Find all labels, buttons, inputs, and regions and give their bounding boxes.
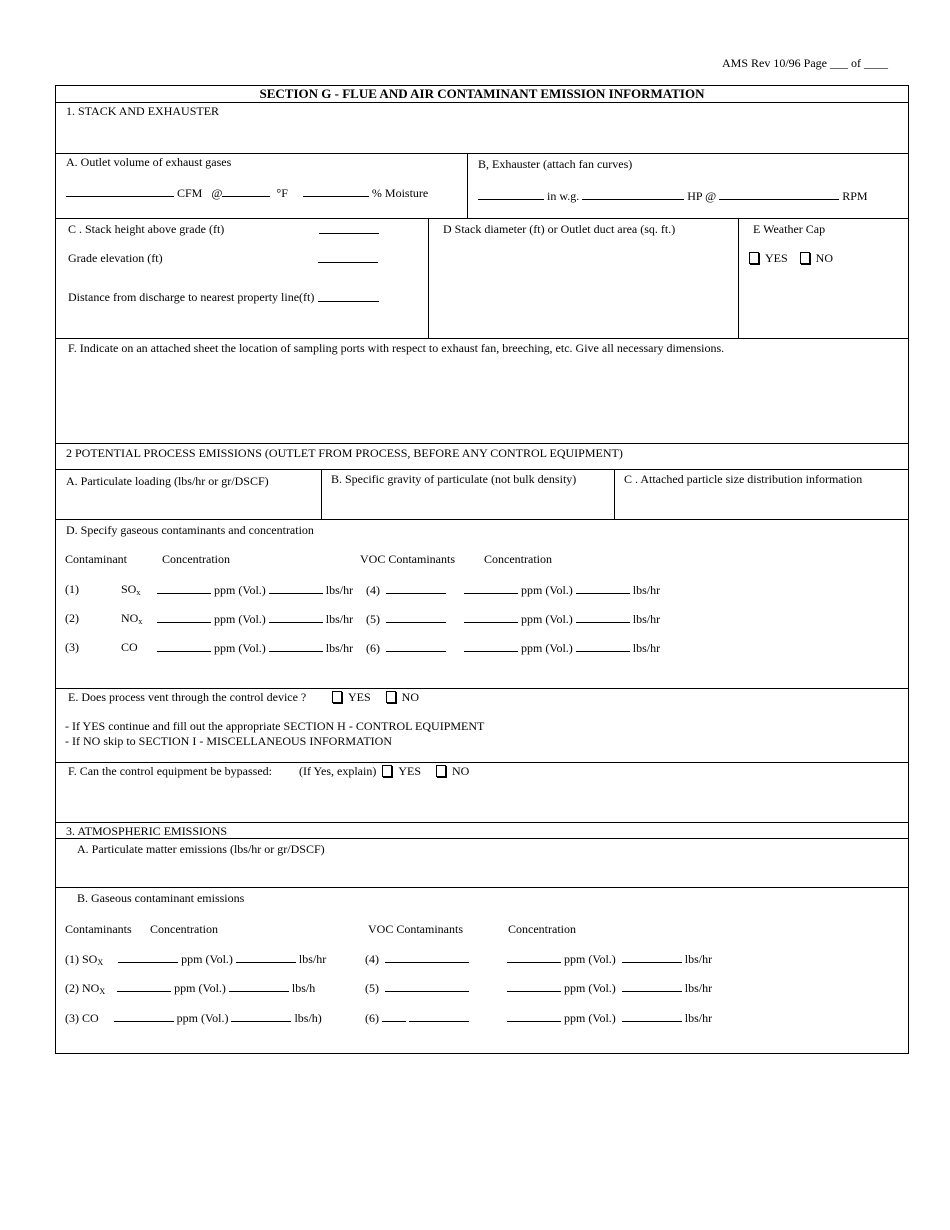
voc-row-values: ppm (Vol.) lbs/hr	[507, 1010, 712, 1025]
moisture-field[interactable]	[303, 185, 369, 197]
table-row: ppm (Vol.) lbs/hr	[157, 611, 353, 626]
exhauster-label: B, Exhauster (attach fan curves)	[478, 157, 633, 171]
outlet-volume-row: CFM @ °F % Moisture	[66, 185, 428, 200]
bypass-question: F. Can the control equipment be bypassed:	[68, 764, 272, 778]
table-row: (2) $NO_X$ ppm (Vol.) lbs/h	[65, 981, 316, 996]
section-title: SECTION G - FLUE AND AIR CONTAMINANT EMISSION INFORMATION	[259, 86, 705, 101]
potential-emissions-heading: 2 POTENTIAL PROCESS EMISSIONS (OUTLET FROM PROCESS, BEFORE ANY CONTROL EQUIPMENT)	[66, 446, 623, 460]
bypass-no-checkbox[interactable]	[436, 765, 446, 777]
col-contaminants: Contaminants	[65, 922, 132, 936]
col-voc-concentration: Concentration	[508, 922, 576, 936]
weather-cap-options: YES NO	[749, 251, 833, 265]
property-distance-label: Distance from discharge to nearest property line(ft)	[68, 290, 315, 304]
gaseous-emissions-label: B. Gaseous contaminant emissions	[77, 891, 245, 905]
col-contaminant: Contaminant	[65, 552, 127, 566]
control-device-note-yes: - If YES continue and fill out the appropriate SECTION H - CONTROL EQUIPMENT	[65, 719, 485, 733]
col-concentration: Concentration	[162, 552, 230, 566]
in-wg-field[interactable]	[478, 188, 544, 200]
cfm-field[interactable]	[66, 185, 174, 197]
row-number: (3)	[65, 640, 79, 654]
voc-row-values: ppm (Vol.) lbs/hr	[507, 980, 712, 995]
table-row: (1) $SO_X$ ppm (Vol.) lbs/hr	[65, 952, 327, 967]
stack-height-field[interactable]	[319, 222, 379, 234]
bypass-yes-checkbox[interactable]	[382, 765, 392, 777]
table-row: ppm (Vol.) lbs/hr	[157, 640, 353, 655]
contaminant-name: $SO_x$	[121, 582, 141, 597]
voc-row: (6) ppm (Vol.) lbs/hr	[366, 641, 661, 655]
table-row: (3) CO ppm (Vol.) lbs/h)	[65, 1011, 322, 1025]
voc-row-values: ppm (Vol.) lbs/hr	[507, 951, 712, 966]
rpm-field[interactable]	[719, 188, 839, 200]
weather-cap-label: E Weather Cap	[753, 222, 826, 236]
control-device-note-no: - If NO skip to SECTION I - MISCELLANEOUS INFORMATION	[65, 734, 392, 748]
property-distance-field[interactable]	[318, 290, 379, 302]
weather-cap-no-checkbox[interactable]	[800, 252, 810, 264]
atmospheric-emissions-heading: 3. ATMOSPHERIC EMISSIONS	[66, 824, 228, 838]
control-device-options: YES NO	[332, 690, 419, 704]
table-row: ppm (Vol.) lbs/hr	[157, 582, 353, 597]
weather-cap-yes-checkbox[interactable]	[749, 252, 759, 264]
stack-diameter-label: D Stack diameter (ft) or Outlet duct area (sq. ft.)	[443, 222, 676, 236]
voc-row: (5) ppm (Vol.) lbs/hr	[366, 612, 661, 626]
row-number: (2)	[65, 611, 79, 625]
control-device-no-checkbox[interactable]	[386, 691, 396, 703]
voc-row: (5)	[365, 980, 469, 995]
page-revision: AMS Rev 10/96 Page ___ of ____	[722, 56, 888, 70]
grade-elevation-field[interactable]	[318, 251, 378, 263]
control-device-question: E. Does process vent through the control device ?	[68, 690, 307, 704]
col-voc-contaminants: VOC Contaminants	[368, 922, 463, 936]
hp-field[interactable]	[582, 188, 684, 200]
row-number: (1)	[65, 582, 79, 596]
stack-exhauster-heading: 1. STACK AND EXHAUSTER	[66, 104, 220, 118]
voc-row: (4)	[365, 951, 469, 966]
specific-gravity-label: B. Specific gravity of particulate (not bulk density)	[331, 472, 577, 486]
particle-size-label: C . Attached particle size distribution information	[624, 472, 863, 486]
particulate-loading-label: A. Particulate loading (lbs/hr or gr/DSCF)	[66, 474, 269, 488]
col-voc-concentration: Concentration	[484, 552, 552, 566]
voc-row: (6)	[365, 1010, 469, 1025]
contaminant-name: CO	[121, 640, 138, 654]
sampling-ports-label: F. Indicate on an attached sheet the location of sampling ports with respect to exhaust fan, breeching, etc. Give all necessary dimensions.	[68, 341, 725, 355]
grade-elevation-label: Grade elevation (ft)	[68, 251, 163, 265]
bypass-options: (If Yes, explain) YES NO	[299, 764, 470, 778]
col-voc-contaminants: VOC Contaminants	[360, 552, 455, 566]
col-concentration: Concentration	[150, 922, 218, 936]
stack-height-label: C . Stack height above grade (ft)	[68, 222, 225, 236]
outlet-volume-label: A. Outlet volume of exhaust gases	[66, 155, 232, 169]
contaminant-name: $NO_x$	[121, 611, 143, 626]
temperature-field[interactable]	[222, 185, 270, 197]
exhauster-row: in w.g. HP @ RPM	[478, 188, 868, 203]
voc-row: (4) ppm (Vol.) lbs/hr	[366, 583, 661, 597]
particulate-matter-label: A. Particulate matter emissions (lbs/hr or gr/DSCF)	[77, 842, 325, 856]
control-device-yes-checkbox[interactable]	[332, 691, 342, 703]
gaseous-contaminants-label: D. Specify gaseous contaminants and concentration	[66, 523, 314, 537]
